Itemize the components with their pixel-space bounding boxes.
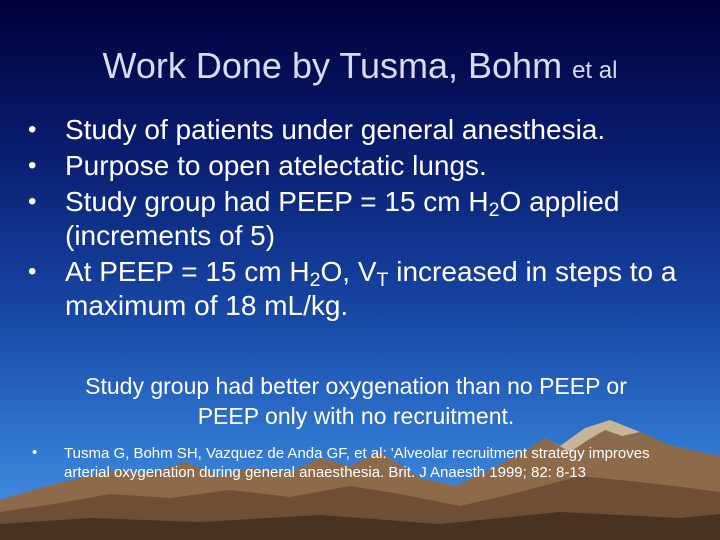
bullet-item — [28, 113, 708, 147]
bullet-item — [28, 149, 708, 183]
bullet-text-start: Study group had PEEP = 15 cm H — [65, 186, 489, 217]
subscript-2: 2 — [309, 268, 321, 291]
bullet-text-mid: O, V — [320, 256, 377, 287]
subscript-2: 2 — [488, 198, 500, 221]
reference-text: Tusma G, Bohm SH, Vazquez de Anda GF, et al: 'Alveolar recruitment strategy improves arterial oxygenation during general anaesthesia. Brit. J Anaesth 1999; 82: 8-13 — [64, 445, 650, 481]
bullet-text-start: At PEEP = 15 cm H — [65, 256, 310, 287]
subscript-t: T — [376, 268, 389, 291]
bullet-dot-icon: • — [28, 116, 37, 143]
reference-citation — [28, 444, 688, 482]
bullet-text-end: increased in steps to a maximum of 18 mL/kg. — [65, 256, 677, 321]
bullet-dot-icon: • — [28, 152, 37, 179]
bullet-dot-icon: • — [28, 188, 37, 215]
bullet-dot-icon: • — [28, 258, 37, 285]
bullet-item — [28, 185, 708, 253]
bullet-text — [65, 256, 676, 321]
bullet-text: Study of patients under general anesthesia. — [65, 114, 606, 145]
title-et-al: et al — [572, 57, 618, 84]
summary-note: Study group had better oxygenation than no PEEP or PEEP only with no recruitment. — [85, 373, 627, 429]
bullet-dot-icon: • — [32, 444, 38, 461]
title-main: Work Done by Tusma, Bohm — [102, 45, 563, 86]
bullet-text: Purpose to open atelectatic lungs. — [65, 150, 487, 181]
bullet-text-end: O applied (increments of 5) — [65, 186, 620, 251]
bullet-text — [65, 186, 619, 251]
bullet-list — [28, 113, 708, 325]
slide-title — [0, 44, 720, 93]
bullet-item — [28, 255, 708, 323]
